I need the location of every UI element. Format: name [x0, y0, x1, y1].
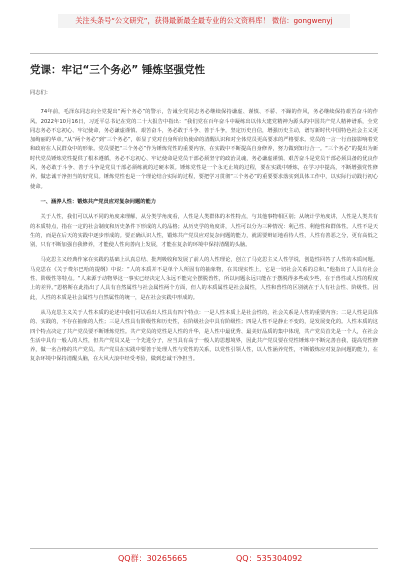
body-paragraph: 从马克思主义关于人性本质的论述中我们可以看出人性具有四个特点：一是人性本质上是社会性的，社会关系是人性的重要内容；二是人性是具体的、实践的，不存在抽象的人性；三是人性具有阶级性和历史性，在阶级社会中具有阶级性；四是人性不是静止不变的，是发展变化的。人性本质的这四个特点决定了共产党员要不断锤炼党性。共产党员的党性是人性的升华，是人性中最优秀、最美好品质的集中体现，共产党员首先是一个人，在社会生活中具有一般人的人性，但共产党员又是一个先进分子，应当具有高于一般人的思想境界，因此共产党员要在党性锤炼中不断完善自我，提高党性修养，做一名合格的共产党员。共产党员在实践中要善于处理人性与党性的关系，以党性引领人性，以人性涵养党性，不断锻炼应对复杂问题的能力，在复杂环境中保持清醒头脑，在大风大浪中经受考验，做到忠诚干净担当。 — [30, 309, 378, 363]
header-divider — [30, 53, 378, 54]
body-paragraph: 关于人性，我们可以从不同的角度来理解，从分类学角度看，人性是人类群体的本性特点，与其他事物相区别；从统计学角度讲，人性是人类共有的本质特点，指在一定的社会制度和历史条件下形成的人的品格；从历史学的角度讲，人性可以分为三种情况：利己性、利他性和群体性。人性不是天生的，而是在后天的实践中逐步形成的。要正确认识人性，锻炼共产党员应对复杂问题的能力，就需要辩证地看待人性，人性有善恶之分，更有高低之别，只有不断加强自我修养，才能使人性向善向上发展，才能在复杂的环境中保持清醒的头脑。 — [30, 214, 378, 249]
page-footer — [0, 552, 408, 566]
qq-group-number: QQ群：30265665 — [118, 554, 188, 563]
section-heading: 一、涵养人性：锻炼共产党员应对复杂问题的能力 — [40, 198, 156, 205]
document-body — [30, 89, 378, 365]
body-paragraph: 马克思主义经典作家在实践的基础上认真总结、批判吸收和发展了前人的人性理论，创立了马克思主义人性学说，创造性回答了人性的本质问题。马克思在《关于费尔巴哈的提纲》中说：“人的本质并不是单个人所固有的抽象物，在其现实性上，它是一切社会关系的总和。”他指出了人具有社会性、阶级性等特点。“人来源于动物界这一事实已经决定人永远不能完全摆脱兽性，所以问题永远只能在于摆脱得多些或少些，在于兽性或人性的程度上的差异。”恩格斯在此指出了人具有自然属性与社会属性两个方面，但人的本质属性是社会属性，人性和兽性的区别就在于人有社会性、阶级性。因此，人性的本质是社会属性与自然属性的统一，是在社会实践中形成的。 — [30, 257, 378, 301]
greeting: 同志们： — [30, 90, 51, 96]
qq-number: QQ：535304092 — [236, 554, 303, 563]
footer-divider — [30, 548, 378, 549]
intro-paragraph: 74年前，毛泽东同志向全党提出“两个务必”的警示，告诫全党同志务必继续保持谦虚、谨慎、不骄、不躁的作风，务必继续保持艰苦奋斗的作风。2022年10月16日，习近平总书记在党的二十大报告中指出：“我们党在百年奋斗中凝练出以伟大建党精神为源头的中国共产党人精神谱系，全党同志务必不忘初心、牢记使命，务必谦虚谨慎、艰苦奋斗，务必敢于斗争、善于斗争，坚定历史自信，增强历史主动，谱写新时代中国特色社会主义更加绚丽的华章。”从“两个务必”到“三个务必”，彰显了党对自身所肩负使命的清醒认识和对全体党员更高要求的严格要求。党员的一言一行直接影响着党和政府在人民群众中的形象。党员要把“三个务必”作为锤炼党性的重要内容，在实践中不断提高自身修养，努力做到知行合一。“三个务必”的提出为新时代党员锤炼党性提供了根本遵循，务必不忘初心、牢记使命是党员干部必须坚守的政治灵魂，务必谦虚谨慎、艰苦奋斗是党员干部必须具备的优良作风，务必敢于斗争、善于斗争是党员干部必须练就的过硬本领。锤炼党性是一个永无止境的过程，要在实践中锤炼，在学习中提高，不断增强党性修养，做忠诚干净担当的好党员。锤炼党性也是一个理论结合实际的过程，要把学习贯彻“三个务必”的重要要求落实到具体工作中，以实际行动践行初心使命。 — [30, 109, 378, 190]
promo-banner[interactable]: 关注头条号“公文研究”，获得最新最全最专业的公文资料库！ 微信：gongwenyj — [58, 14, 350, 28]
document-title: 党课：牢记“三个务必” 锤炼坚强党性 — [30, 64, 205, 76]
